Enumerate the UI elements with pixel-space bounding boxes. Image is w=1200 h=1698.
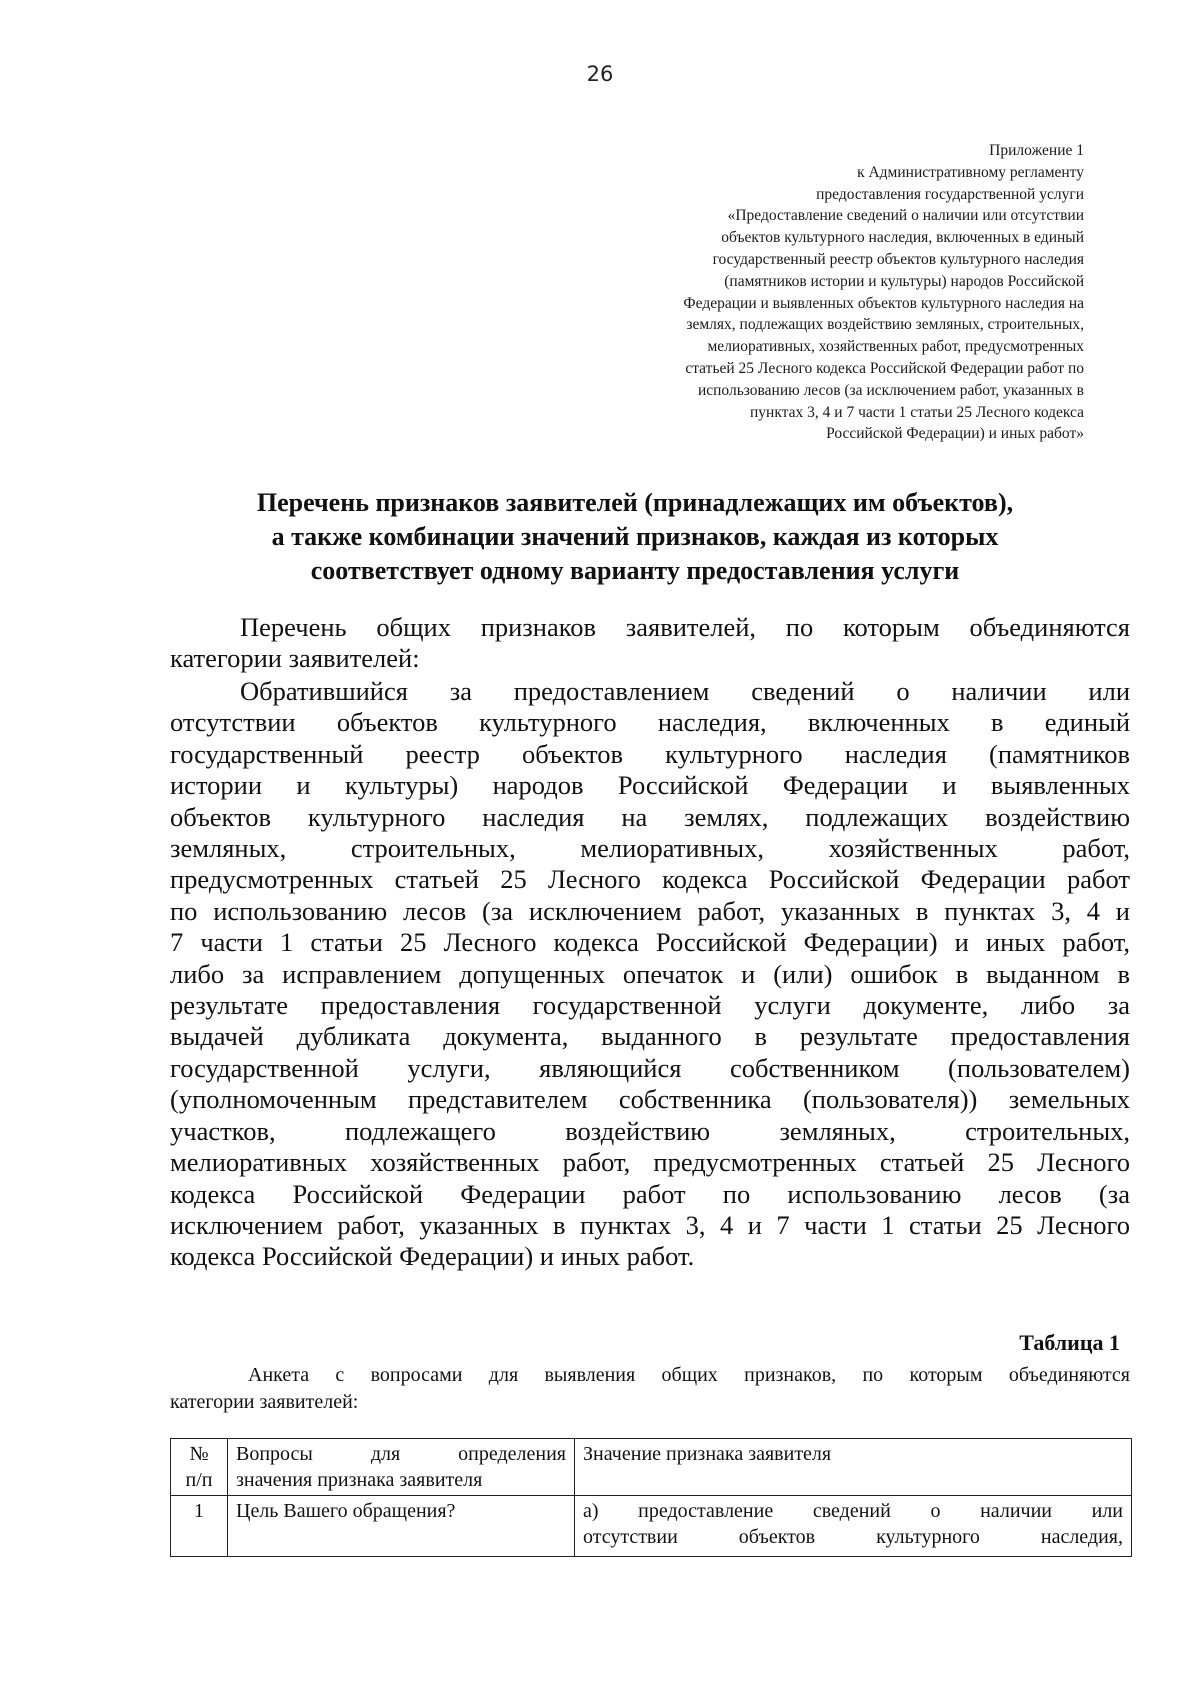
row-value-line: отсутствии объектов культурного наследия,	[583, 1526, 1123, 1548]
appendix-line: Федерации и выявленных объектов культурного наследия на	[683, 294, 1084, 312]
intro-line: Перечень общих признаков заявителей, по которым объединяются	[240, 612, 1130, 642]
paragraph-line: результате предоставления государственной услуги документе, либо за	[170, 990, 1130, 1021]
paragraph-line: предусмотренных статьей 25 Лесного кодекса Российской Федерации работ	[170, 864, 1130, 895]
header-question-line: Вопросы для определения	[236, 1443, 566, 1465]
table-label: Таблица 1	[1019, 1330, 1120, 1355]
paragraph-line: земляных, строительных, мелиоративных, хозяйственных работ,	[170, 833, 1130, 864]
paragraph-line: кодекса Российской Федерации работ по использованию лесов (за	[170, 1178, 1130, 1209]
paragraph-line: кодекса Российской Федерации) и иных работ.	[170, 1241, 695, 1272]
appendix-line: использованию лесов (за исключением работ, указанных в	[697, 381, 1084, 399]
paragraph-line: участков, подлежащего воздействию земляных, строительных,	[170, 1115, 1130, 1146]
title-line: Перечень признаков заявителей (принадлежащих им объектов),	[256, 488, 1014, 517]
paragraph-line: государственной услуги, являющийся собственником (пользователем)	[170, 1052, 1130, 1083]
title-line: соответствует одному варианту предоставления услуги	[310, 556, 960, 585]
paragraph-line: (уполномоченным представителем собственника (пользователя)) земельных	[170, 1084, 1130, 1115]
header-value: Значение признака заявителя	[575, 1439, 1132, 1496]
appendix-line: статьей 25 Лесного кодекса Российской Федерации работ по	[685, 359, 1084, 377]
table-row	[171, 1496, 1132, 1557]
paragraph-line: либо за исправлением допущенных опечаток и (или) ошибок в выданном в	[170, 958, 1130, 989]
header-number-line: №	[189, 1443, 209, 1465]
paragraph-line: объектов культурного наследия на землях, подлежащих воздействию	[170, 801, 1130, 832]
document-title	[150, 486, 1120, 588]
appendix-line: государственный реестр объектов культурного наследия	[712, 250, 1084, 268]
header-question	[228, 1439, 575, 1496]
main-paragraph	[170, 676, 1130, 1273]
caption-line: категории заявителей:	[170, 1391, 359, 1413]
appendix-line: пунктах 3, 4 и 7 части 1 статьи 25 Лесного кодекса	[750, 403, 1084, 421]
paragraph-line: истории и культуры) народов Российской Федерации и выявленных	[170, 770, 1130, 801]
row-value	[575, 1496, 1132, 1557]
paragraph-line: исключением работ, указанных в пунктах 3, 4 и 7 части 1 статьи 25 Лесного	[170, 1209, 1130, 1240]
questionnaire-table	[170, 1438, 1132, 1557]
caption-line: Анкета с вопросами для выявления общих признаков, по которым объединяются	[248, 1364, 1130, 1386]
intro-paragraph	[170, 612, 1130, 674]
appendix-line: объектов культурного наследия, включенных в единый	[721, 229, 1084, 247]
paragraph-line: выдачей дубликата документа, выданного в результате предоставления	[170, 1021, 1130, 1052]
appendix-line: «Предоставление сведений о наличии или отсутствии	[727, 207, 1084, 225]
appendix-line: Российской Федерации) и иных работ»	[826, 425, 1084, 443]
paragraph-line: мелиоративных хозяйственных работ, предусмотренных статьей 25 Лесного	[170, 1147, 1130, 1178]
header-number	[171, 1439, 228, 1496]
appendix-line: землях, подлежащих воздействию земляных, строительных,	[686, 316, 1084, 334]
appendix-line: Приложение 1	[989, 142, 1084, 159]
paragraph-line: государственный реестр объектов культурного наследия (памятников	[170, 738, 1130, 769]
header-question-line: значения признака заявителя	[236, 1469, 483, 1491]
row-value-line: а) предоставление сведений о наличии или	[583, 1500, 1123, 1522]
paragraph-line: 7 части 1 статьи 25 Лесного кодекса Российской Федерации) и иных работ,	[170, 927, 1130, 958]
appendix-line: предоставления государственной услуги	[816, 185, 1084, 203]
header-number-line: п/п	[185, 1469, 213, 1491]
title-line: а также комбинации значений признаков, каждая из которых	[271, 522, 999, 551]
appendix-line: к Административному регламенту	[857, 163, 1084, 181]
appendix-line: мелиоративных, хозяйственных работ, предусмотренных	[707, 338, 1084, 356]
intro-line: категории заявителей:	[170, 643, 420, 673]
table-caption	[170, 1362, 1130, 1416]
row-question: Цель Вашего обращения?	[228, 1496, 575, 1557]
paragraph-line: отсутствии объектов культурного наследия, включенных в единый	[170, 707, 1130, 738]
appendix-line: (памятников истории и культуры) народов Российской	[724, 272, 1084, 290]
appendix-header	[564, 140, 1084, 445]
table-header-row	[171, 1439, 1132, 1496]
page-number: 26	[586, 62, 614, 86]
paragraph-line: по использованию лесов (за исключением работ, указанных в пунктах 3, 4 и	[170, 895, 1130, 926]
paragraph-line: Обратившийся за предоставлением сведений о наличии или	[240, 676, 1130, 706]
row-number: 1	[171, 1496, 228, 1557]
